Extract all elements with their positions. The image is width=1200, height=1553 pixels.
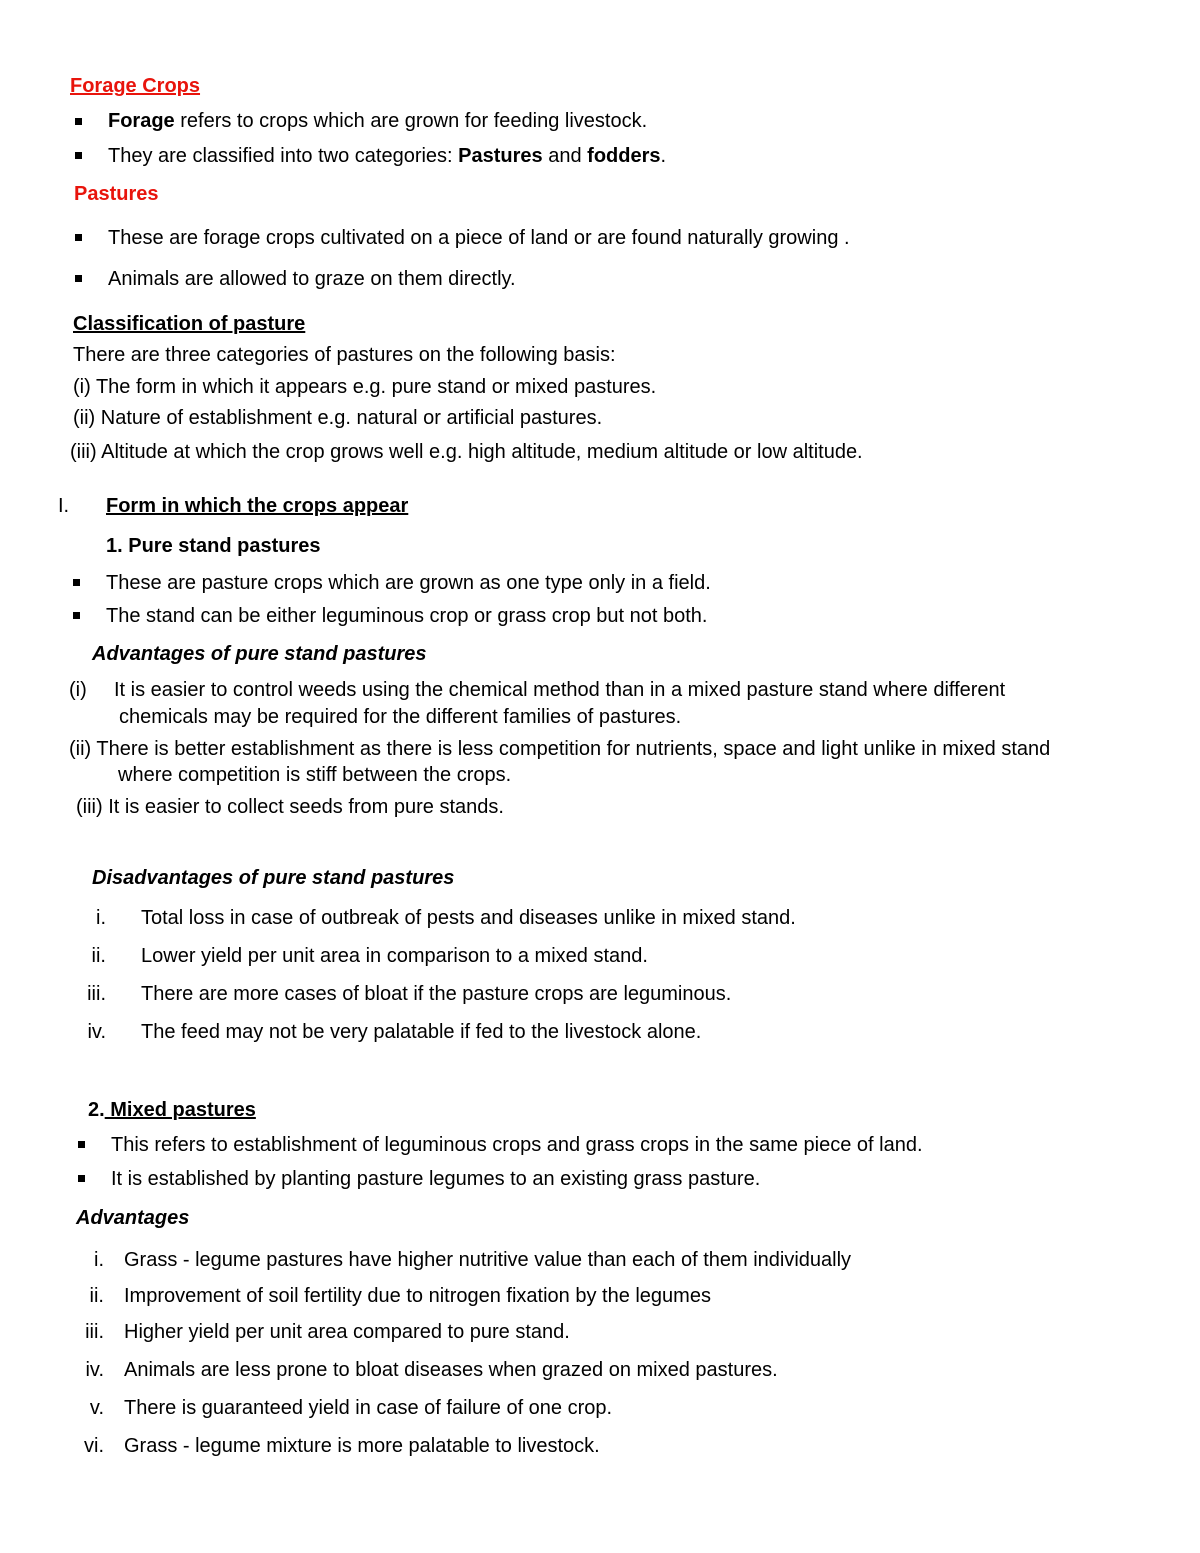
list-marker: iv. [85, 1359, 104, 1381]
list-marker: ii. [89, 1285, 104, 1307]
pure-disadv-heading: Disadvantages of pure stand pastures [92, 867, 455, 889]
bullet-icon [78, 1175, 85, 1182]
mixed-bullet-2: It is established by planting pasture legumes to an existing grass pasture. [111, 1168, 761, 1190]
forage-bullet-2 [108, 143, 666, 169]
pure-adv-2-line-1: There is better establishment as there is less competition for nutrients, space and light unlike in mixed stand [96, 738, 1051, 760]
pastures-heading: Pastures [74, 183, 159, 205]
mixed-number: 2. [88, 1099, 105, 1121]
pure-stand-bullet-1: These are pasture crops which are grown as one type only in a field. [106, 572, 711, 594]
pure-disadv-2: Lower yield per unit area in comparison to a mixed stand. [141, 945, 648, 967]
mixed-adv-5: There is guaranteed yield in case of failure of one crop. [124, 1397, 613, 1419]
forage-categories-text: They are classified into two categories: [108, 145, 459, 167]
bullet-icon [73, 579, 80, 586]
bullet-icon [75, 118, 82, 125]
mixed-title: Mixed pastures [104, 1099, 256, 1121]
forage-and: and [542, 145, 588, 167]
classification-item-2: (ii) Nature of establishment e.g. natural or artificial pastures. [73, 407, 603, 429]
section-numeral: I. [58, 495, 70, 517]
term-pastures: Pastures [458, 145, 543, 167]
classification-item-3: (iii) Altitude at which the crop grows well e.g. high altitude, medium altitude or low altitude. [70, 441, 863, 463]
list-marker: iv. [87, 1021, 106, 1043]
mixed-heading [88, 1097, 256, 1123]
list-marker: iii. [85, 1321, 104, 1343]
mixed-adv-heading: Advantages [76, 1207, 190, 1229]
pure-disadv-4: The feed may not be very palatable if fed to the livestock alone. [141, 1021, 702, 1043]
pure-adv-1-line-1: It is easier to control weeds using the chemical method than in a mixed pasture stand where different [114, 679, 1006, 701]
bullet-icon [78, 1141, 85, 1148]
forage-period: . [660, 145, 667, 167]
term-fodders: fodders [587, 145, 661, 167]
forage-bullet-1 [108, 108, 647, 134]
list-marker: i. [96, 907, 106, 929]
pure-disadv-1: Total loss in case of outbreak of pests and diseases unlike in mixed stand. [141, 907, 796, 929]
section-heading: Form in which the crops appear [106, 495, 409, 517]
pastures-bullet-2: Animals are allowed to graze on them directly. [108, 268, 516, 290]
forage-term: Forage [108, 110, 175, 132]
list-marker: (i) [69, 679, 87, 701]
list-marker: iii. [87, 983, 106, 1005]
mixed-adv-1: Grass - legume pastures have higher nutritive value than each of them individually [124, 1249, 852, 1271]
forage-heading: Forage Crops [70, 75, 201, 97]
bullet-icon [73, 612, 80, 619]
bullet-icon [75, 275, 82, 282]
list-marker: vi. [84, 1435, 104, 1457]
classification-item-1: (i) The form in which it appears e.g. pure stand or mixed pastures. [73, 376, 657, 398]
classification-intro: There are three categories of pastures on the following basis: [73, 344, 616, 366]
classification-heading: Classification of pasture [73, 313, 306, 335]
bullet-icon [75, 234, 82, 241]
pure-adv-3-text: It is easier to collect seeds from pure stands. [108, 796, 504, 818]
pure-adv-2 [69, 736, 1050, 762]
mixed-adv-6: Grass - legume mixture is more palatable to livestock. [124, 1435, 600, 1457]
list-marker: v. [89, 1397, 104, 1419]
list-marker: i. [94, 1249, 104, 1271]
pure-stand-heading: 1. Pure stand pastures [106, 535, 321, 557]
list-marker: (ii) [69, 738, 92, 760]
forage-definition: refers to crops which are grown for feeding livestock. [174, 110, 648, 132]
pure-adv-3 [76, 794, 504, 820]
bullet-icon [75, 152, 82, 159]
mixed-adv-4: Animals are less prone to bloat diseases when grazed on mixed pastures. [124, 1359, 778, 1381]
pure-disadv-3: There are more cases of bloat if the pasture crops are leguminous. [141, 983, 732, 1005]
pastures-bullet-1: These are forage crops cultivated on a piece of land or are found naturally growing . [108, 227, 850, 249]
mixed-bullet-1: This refers to establishment of leguminous crops and grass crops in the same piece of land. [111, 1134, 923, 1156]
pure-adv-heading: Advantages of pure stand pastures [92, 643, 427, 665]
pure-adv-2-line-2: where competition is stiff between the crops. [118, 764, 512, 786]
list-marker: ii. [91, 945, 106, 967]
mixed-adv-3: Higher yield per unit area compared to pure stand. [124, 1321, 570, 1343]
mixed-adv-2: Improvement of soil fertility due to nitrogen fixation by the legumes [124, 1285, 711, 1307]
list-marker: (iii) [76, 796, 103, 818]
pure-adv-1-line-2: chemicals may be required for the different families of pastures. [119, 706, 682, 728]
pure-stand-bullet-2: The stand can be either leguminous crop or grass crop but not both. [106, 605, 708, 627]
